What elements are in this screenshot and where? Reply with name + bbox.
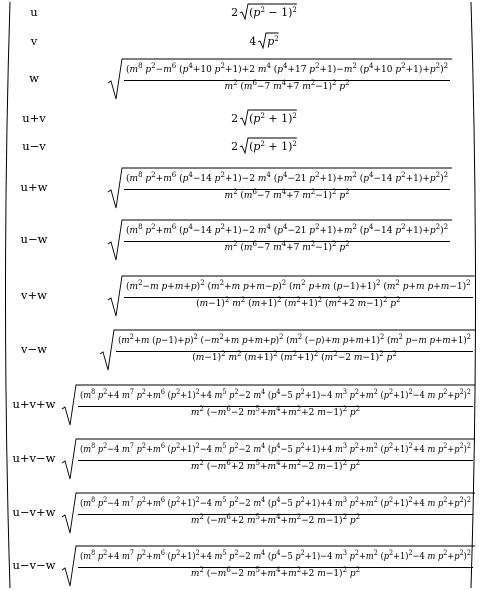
simple-radical-expression — [231, 138, 297, 153]
radical-sign — [106, 274, 475, 318]
denominator: $m^2$ ($m^6-7$ $m^4+7$ $m^2-1)^2$ $p^2$ — [224, 79, 350, 92]
denominator: $m^2$ ($m^6-7$ $m^4+7$ $m^2-1)^2$ $p^2$ — [224, 240, 350, 253]
numerator: ($m^2-m$ p+m+p)$^2$ ($m^2+m$ p+m−p)$^2$ ($m^2$ p+m (p−1)+1)$^2$ ($m^2$ p+m p+m−1)$^2$ — [126, 279, 471, 292]
radical-sign — [240, 3, 297, 21]
row-label: u−v−w — [12, 558, 56, 572]
denominator: $(m-1)^2$ $m^2$ $(m+1)^2$ $(m^2+1)^2$ ($m^2-2$ m−1)$^2$ $p^2$ — [192, 350, 397, 363]
denominator: $m^2$ ($-m^6-2$ $m^5+m^4+m^2+2$ m−1)$^2$ $p^2$ — [190, 405, 361, 418]
radicand: $p^2$ — [258, 33, 279, 48]
radical-sign — [106, 218, 452, 262]
row-label: v+w — [21, 288, 47, 302]
coefficient: 2 — [231, 112, 239, 125]
row-label: v−w — [21, 342, 47, 356]
coefficient: 2 — [231, 140, 239, 153]
numerator: ($m^8$ $p^2+m^6$ ($p^4-14$ $p^2+1)-2$ $m^4$ ($p^4-21$ $p^2+1)+m^2$ ($p^4-14$ $p^2+1)+p^2)^2$ — [126, 223, 449, 236]
simple-radical-expression — [231, 110, 297, 125]
numerator: ($m^8$ $p^2+4$ $m^7$ $p^2+m^6$ $(p^2+1)^2+4$ $m^5$ $p^2-2$ $m^4$ ($p^4-5$ $p^2+1)-4$ $m^3$ $p^2+m^2$ $(p^2+1)^2-4$ m $p^2+p^2)^2$ — [80, 549, 471, 562]
row-label: u+w — [20, 180, 48, 194]
coefficient: 4 — [249, 35, 257, 48]
radicand: $(p^2 + 1)^2$ — [240, 138, 297, 153]
denominator: $m^2$ ($-m^6-2$ $m^5+m^4+m^2+2$ m−1)$^2$ $p^2$ — [190, 566, 361, 579]
row-label: u−w — [20, 232, 48, 246]
denominator: $m^2$ ($m^6-7$ $m^4+7$ $m^2-1)^2$ $p^2$ — [224, 188, 350, 201]
denominator: $m^2$ ($-m^6+2$ $m^5+m^4+m^2-2$ m−1)$^2$ $p^2$ — [190, 513, 361, 526]
numerator: ($m^8$ $p^2+m^6$ ($p^4-14$ $p^2+1)-2$ $m^4$ ($p^4-21$ $p^2+1)+m^2$ ($p^4-14$ $p^2+1)+p^2)^2$ — [126, 171, 449, 184]
denominator: $m^2$ ($-m^6+2$ $m^5+m^4+m^2-2$ m−1)$^2$ $p^2$ — [190, 459, 361, 472]
row-label: u+v+w — [12, 397, 56, 411]
row-label: u−v — [22, 139, 46, 153]
radicand: $(p^2 - 1)^2$ — [240, 4, 297, 19]
numerator: ($m^8$ $p^2+4$ $m^7$ $p^2+m^6$ $(p^2+1)^2+4$ $m^5$ $p^2-2$ $m^4$ ($p^4-5$ $p^2+1)-4$ $m^3$ $p^2+m^2$ $(p^2+1)^2-4$ m $p^2+p^2)^2$ — [80, 388, 471, 401]
coefficient: 2 — [231, 6, 239, 19]
row-label: v — [30, 34, 38, 48]
simple-radical-expression — [231, 4, 297, 19]
radical-sign — [60, 544, 475, 588]
radical-sign — [106, 166, 452, 210]
radical-sign — [240, 109, 297, 127]
row-label: u+v−w — [12, 451, 56, 465]
radical-sign — [106, 57, 452, 101]
radicand: $(p^2 + 1)^2$ — [240, 110, 297, 125]
radical-sign — [98, 328, 475, 372]
numerator: ($m^8$ $p^2-4$ $m^7$ $p^2+m^6$ $(p^2+1)^2-4$ $m^5$ $p^2-2$ $m^4$ ($p^4-5$ $p^2+1)+4$ $m^3$ $p^2+m^2$ $(p^2+1)^2+4$ m $p^2+p^2)^2$ — [80, 496, 471, 509]
row-label: u+v — [22, 111, 46, 125]
numerator: ($m^8$ $p^2-4$ $m^7$ $p^2+m^6$ $(p^2+1)^2-4$ $m^5$ $p^2-2$ $m^4$ ($p^4-5$ $p^2+1)+4$ $m^3$ $p^2+m^2$ $(p^2+1)^2+4$ m $p^2+p^2)^2$ — [80, 442, 471, 455]
radical-sign — [258, 32, 279, 50]
expression-table — [8, 0, 473, 590]
radical-sign — [60, 437, 475, 481]
row-label: u — [30, 5, 38, 19]
radical-sign — [240, 137, 297, 155]
radical-sign — [60, 491, 475, 535]
numerator: ($m^2+m$ (p−1)+p)$^2$ ($-m^2+m$ p+m+p)$^2$ ($m^2$ (−p)+m p+m+1)$^2$ ($m^2$ p−m p+m+1)$^2$ — [118, 333, 471, 346]
radical-sign — [60, 383, 475, 427]
row-label: w — [29, 71, 39, 85]
row-label: u−v+w — [12, 505, 56, 519]
numerator: ($m^8$ $p^2-m^6$ ($p^4+10$ $p^2+1)+2$ $m^4$ ($p^4+17$ $p^2+1)-m^2$ ($p^4+10$ $p^2+1)+p^2)^2$ — [126, 62, 449, 75]
denominator: $(m-1)^2$ $m^2$ $(m+1)^2$ $(m^2+1)^2$ ($m^2+2$ m−1)$^2$ $p^2$ — [196, 296, 401, 309]
simple-radical-expression — [249, 33, 279, 48]
